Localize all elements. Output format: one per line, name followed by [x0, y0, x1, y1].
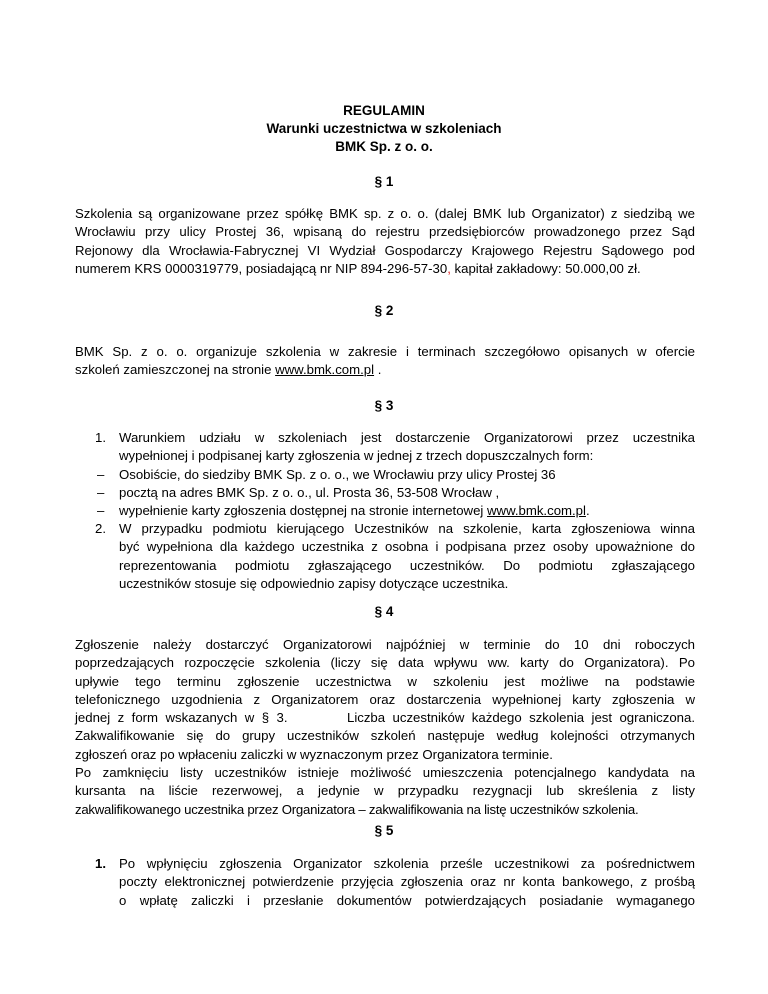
- text-line: Zakwalifikowanie się do grupy uczestników szkoleń następuje według kolejności otrzymanych: [75, 728, 695, 744]
- text-line: zgłoszeń oraz po wpłaceniu zaliczki w wyznaczonym przez Organizatora terminie.: [75, 746, 553, 762]
- text-line: Szkolenia są organizowane przez spółkę BMK sp. z o. o. (dalej BMK lub Organizator) z siedzibą we: [75, 206, 695, 221]
- section-1-heading: § 1: [374, 174, 394, 189]
- list-number: 1.: [95, 856, 106, 871]
- text-line: Po wpłynięciu zgłoszenia Organizator szkolenia prześle uczestnikowi za pośrednictwem: [119, 856, 695, 871]
- text-line: upływie tego terminu zgłoszenie uczestnictwa w szkoleniu jest możliwe na podstawie: [75, 673, 695, 689]
- red-comma: ,: [447, 260, 451, 276]
- text-line: o wpłatę zaliczki i przesłanie dokumentów potwierdzających posiadanie wymaganego: [119, 892, 695, 908]
- text-fragment: wypełnienie karty zgłoszenia dostępnej na stronie internetowej: [119, 503, 488, 518]
- text-line: BMK Sp. z o. o. organizuje szkolenia w zakresie i terminach szczegółowo opisanych w ofercie: [75, 344, 695, 359]
- dash-bullet: –: [97, 485, 105, 500]
- section-4-heading: § 4: [374, 604, 394, 619]
- bmk-website-link-2[interactable]: www.bmk.com.pl: [487, 503, 586, 518]
- text-fragment: numerem KRS 0000319779, posiadającą nr NIP 894-296-57-30: [75, 260, 448, 276]
- list-item: pocztą na adres BMK Sp. z o. o., ul. Prosta 36, 53-508 Wrocław ,: [119, 485, 500, 500]
- text-fragment: kapitał zakładowy: 50.000,00 zł.: [450, 260, 641, 276]
- text-line: telefonicznego uzgodnienia z Organizatorem oraz dostarczenia wypełnionej karty zgłoszenia w: [75, 691, 695, 707]
- section-3-item-1: [119, 429, 695, 466]
- text-line: W przypadku podmiotu kierującego Uczestników na szkolenie, karta zgłoszeniowa winna: [119, 521, 695, 536]
- doc-subtitle: Warunki uczestnictwa w szkoleniach: [266, 121, 502, 136]
- text-line: Po zamknięciu listy uczestników istnieje możliwość umieszczenia potencjalnego kandydata na: [75, 765, 695, 781]
- list-item: Osobiście, do siedziby BMK Sp. z o. o., we Wrocławiu przy ulicy Prostej 36: [119, 467, 556, 482]
- text-fragment: .: [374, 362, 382, 378]
- text-line: poprzedzających rozpoczęcie szkolenia (liczy się data wpływu ww. karty do Organizatora). Po: [75, 655, 695, 671]
- text-line: kursanta na liście rezerwowej, a jedynie w przypadku rezygnacji lub skreślenia z listy: [75, 783, 695, 799]
- text-line: reprezentowania podmiotu zgłaszającego uczestników. Do podmiotu zgłaszającego: [119, 557, 695, 573]
- section-3-heading: § 3: [374, 398, 394, 413]
- text-line: Warunkiem udziału w szkoleniach jest dostarczenie Organizatorowi przez uczestnika: [119, 430, 695, 445]
- list-number: 1.: [95, 430, 106, 445]
- list-number: 2.: [95, 521, 106, 536]
- section-1-text: [75, 205, 695, 278]
- text-fragment: szkoleń zamieszczonej na stronie: [75, 362, 276, 378]
- text-line: być wypełniona dla każdego uczestnika z osobna i podpisana przez osoby upoważnione do: [119, 539, 695, 555]
- text-line: poczty elektronicznej potwierdzenie przyjęcia zgłoszenia oraz nr konta bankowego, z prośbą: [119, 874, 695, 890]
- bmk-website-link[interactable]: www.bmk.com.pl: [275, 362, 375, 378]
- section-5-item-1: [119, 855, 695, 910]
- doc-company: BMK Sp. z o. o.: [335, 139, 433, 154]
- section-5-heading: § 5: [374, 823, 394, 838]
- text-line: jednej z form wskazanych w § 3. Liczba uczestników każdego szkolenia jest ograniczona.: [75, 710, 695, 726]
- text-line: zakwalifikowanego uczestnika przez Organizatora – zakwalifikowania na listę uczestników szkolenia.: [75, 801, 639, 817]
- section-3-item-2: [119, 520, 695, 593]
- section-2-heading: § 2: [374, 303, 394, 318]
- text-line: [75, 361, 695, 379]
- text-line: Rejonowy dla Wrocławia-Fabrycznej VI Wydział Gospodarczy Krajowego Rejestru Sądowego pod: [75, 242, 695, 258]
- section-4-text: [75, 636, 695, 819]
- section-2-text: [75, 343, 695, 380]
- text-line: Wrocławiu przy ulicy Prostej 36, wpisaną do rejestru przedsiębiorców prowadzonego przez Sąd: [75, 224, 695, 240]
- doc-title: REGULAMIN: [343, 103, 425, 118]
- text-line: wypełnionej i podpisanej karty zgłoszenia w jednej z trzech dopuszczalnych form:: [119, 448, 594, 464]
- dash-bullet: –: [97, 503, 105, 518]
- text-fragment: .: [585, 503, 590, 518]
- text-line: Zgłoszenie należy dostarczyć Organizatorowi najpóźniej w terminie do 10 dni roboczych: [75, 637, 695, 652]
- dash-bullet: –: [97, 467, 105, 482]
- text-line: uczestników stosuje się odpowiednio zapisy dotyczące uczestnika.: [119, 575, 509, 591]
- list-item: [119, 502, 590, 520]
- text-line: [75, 260, 695, 278]
